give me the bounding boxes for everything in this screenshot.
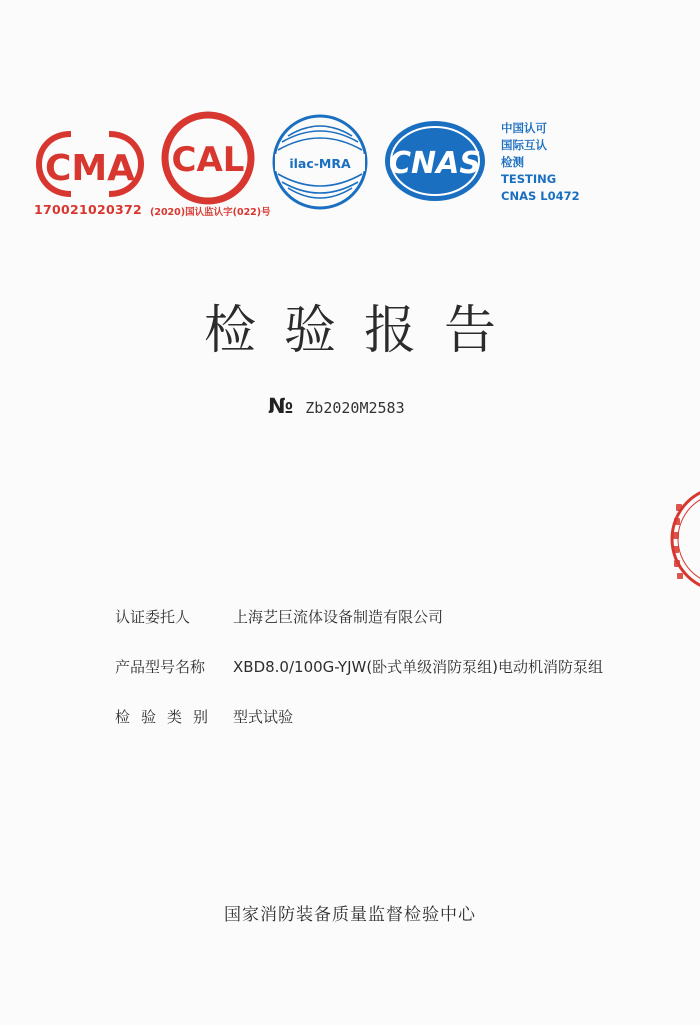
cnas-logo-text: CNAS: [389, 146, 481, 181]
info-label: 产品型号名称: [115, 657, 206, 676]
info-label: 认证委托人: [115, 607, 191, 626]
info-label: 检验类别: [115, 707, 220, 726]
cnas-line: TESTING: [501, 172, 557, 186]
cnas-line: 检测: [501, 155, 524, 169]
cnas-logo-icon: [380, 118, 490, 204]
report-number: [268, 394, 405, 418]
cnas-line: CNAS L0472: [501, 189, 580, 203]
red-seal-icon: [662, 484, 700, 594]
cal-registration-number: (2020)国认监认字(022)号: [150, 207, 271, 218]
cal-logo-icon: [158, 108, 258, 208]
report-info: [115, 603, 603, 753]
cnas-line: 中国认可: [501, 121, 547, 135]
cma-logo-icon: [35, 128, 145, 200]
cnas-accreditation-text: [501, 120, 580, 205]
info-row-type: [115, 703, 603, 729]
number-symbol: №: [268, 394, 294, 418]
cal-logo-text: CAL: [171, 140, 245, 180]
cma-registration-number: 170021020372: [34, 202, 142, 217]
ilac-mra-logo-text: ilac-MRA: [289, 156, 351, 171]
report-title: 检验报告: [203, 301, 524, 361]
info-value: 上海艺巨流体设备制造有限公司: [233, 607, 444, 626]
info-value: 型式试验: [233, 707, 294, 726]
info-value: XBD8.0/100G-YJW(卧式单级消防泵组)电动机消防泵组: [233, 657, 604, 676]
issuing-organization: 国家消防装备质量监督检验中心: [224, 905, 476, 925]
cma-logo-text: CMA: [44, 148, 136, 189]
ilac-mra-logo-icon: [270, 112, 370, 212]
cnas-line: 国际互认: [501, 138, 547, 152]
info-row-product: [115, 653, 603, 679]
info-row-client: [115, 603, 603, 629]
report-number-value: Zb2020M2583: [305, 399, 405, 417]
